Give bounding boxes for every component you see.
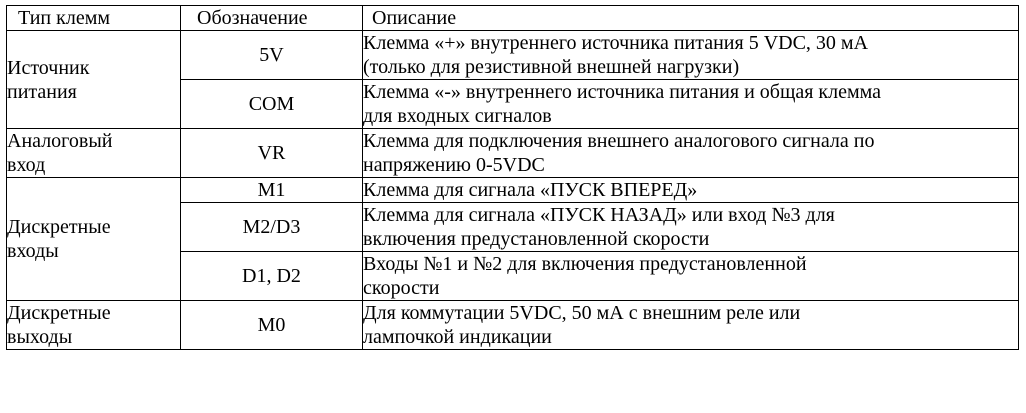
type-line: Аналоговый bbox=[7, 130, 113, 152]
terminal-type-digital-inputs bbox=[7, 178, 181, 301]
type-line: выходы bbox=[7, 326, 73, 348]
description-line: Клемма для сигнала «ПУСК ВПЕРЕД» bbox=[363, 179, 698, 201]
terminal-code: D1, D2 bbox=[181, 252, 363, 301]
description-line: Клемма «-» внутреннего источника питания и общая клемма bbox=[363, 81, 882, 103]
type-line: вход bbox=[7, 154, 46, 176]
terminal-description bbox=[363, 129, 1019, 178]
type-line: питания bbox=[7, 80, 77, 103]
terminals-table bbox=[6, 5, 1019, 350]
table-row bbox=[7, 301, 1019, 350]
terminal-description bbox=[363, 80, 1019, 129]
terminal-code: COM bbox=[181, 80, 363, 129]
header-description: Описание bbox=[363, 6, 1019, 31]
description-line: Входы №1 и №2 для включения предустановленной bbox=[363, 253, 807, 275]
description-line: включения предустановленной скорости bbox=[363, 228, 710, 250]
table-row bbox=[7, 129, 1019, 178]
terminal-type-analog bbox=[7, 129, 181, 178]
terminal-description bbox=[363, 178, 1019, 203]
description-line: Для коммутации 5VDC, 50 мА с внешним реле или bbox=[363, 302, 801, 324]
terminal-code: M1 bbox=[181, 178, 363, 203]
type-line: Дискретные bbox=[7, 302, 111, 324]
header-type: Тип клемм bbox=[7, 6, 181, 31]
description-line: Клемма «+» внутреннего источника питания 5 VDC, 30 мА bbox=[363, 32, 869, 54]
terminal-type-digital-outputs bbox=[7, 301, 181, 350]
type-line: Источник bbox=[7, 56, 90, 79]
terminal-description bbox=[363, 203, 1019, 252]
terminal-code: M0 bbox=[181, 301, 363, 350]
terminal-description bbox=[363, 252, 1019, 301]
table-header-row bbox=[7, 6, 1019, 31]
terminal-type-power bbox=[7, 31, 181, 129]
terminal-code: M2/D3 bbox=[181, 203, 363, 252]
header-code: Обозначение bbox=[181, 6, 363, 31]
terminal-description bbox=[363, 31, 1019, 80]
table-row bbox=[7, 178, 1019, 203]
description-line: Клемма для подключения внешнего аналогового сигнала по bbox=[363, 130, 875, 152]
type-line: Дискретные bbox=[7, 216, 111, 238]
description-line: (только для резистивной внешней нагрузки) bbox=[363, 56, 740, 78]
type-line: входы bbox=[7, 240, 59, 262]
description-line: напряжению 0-5VDC bbox=[363, 154, 545, 176]
table-row bbox=[7, 31, 1019, 80]
terminal-code: VR bbox=[181, 129, 363, 178]
description-line: Клемма для сигнала «ПУСК НАЗАД» или вход №3 для bbox=[363, 204, 835, 226]
description-line: лампочкой индикации bbox=[363, 326, 552, 348]
terminal-description bbox=[363, 301, 1019, 350]
description-line: скорости bbox=[363, 277, 440, 299]
description-line: для входных сигналов bbox=[363, 105, 552, 127]
terminal-code: 5V bbox=[181, 31, 363, 80]
